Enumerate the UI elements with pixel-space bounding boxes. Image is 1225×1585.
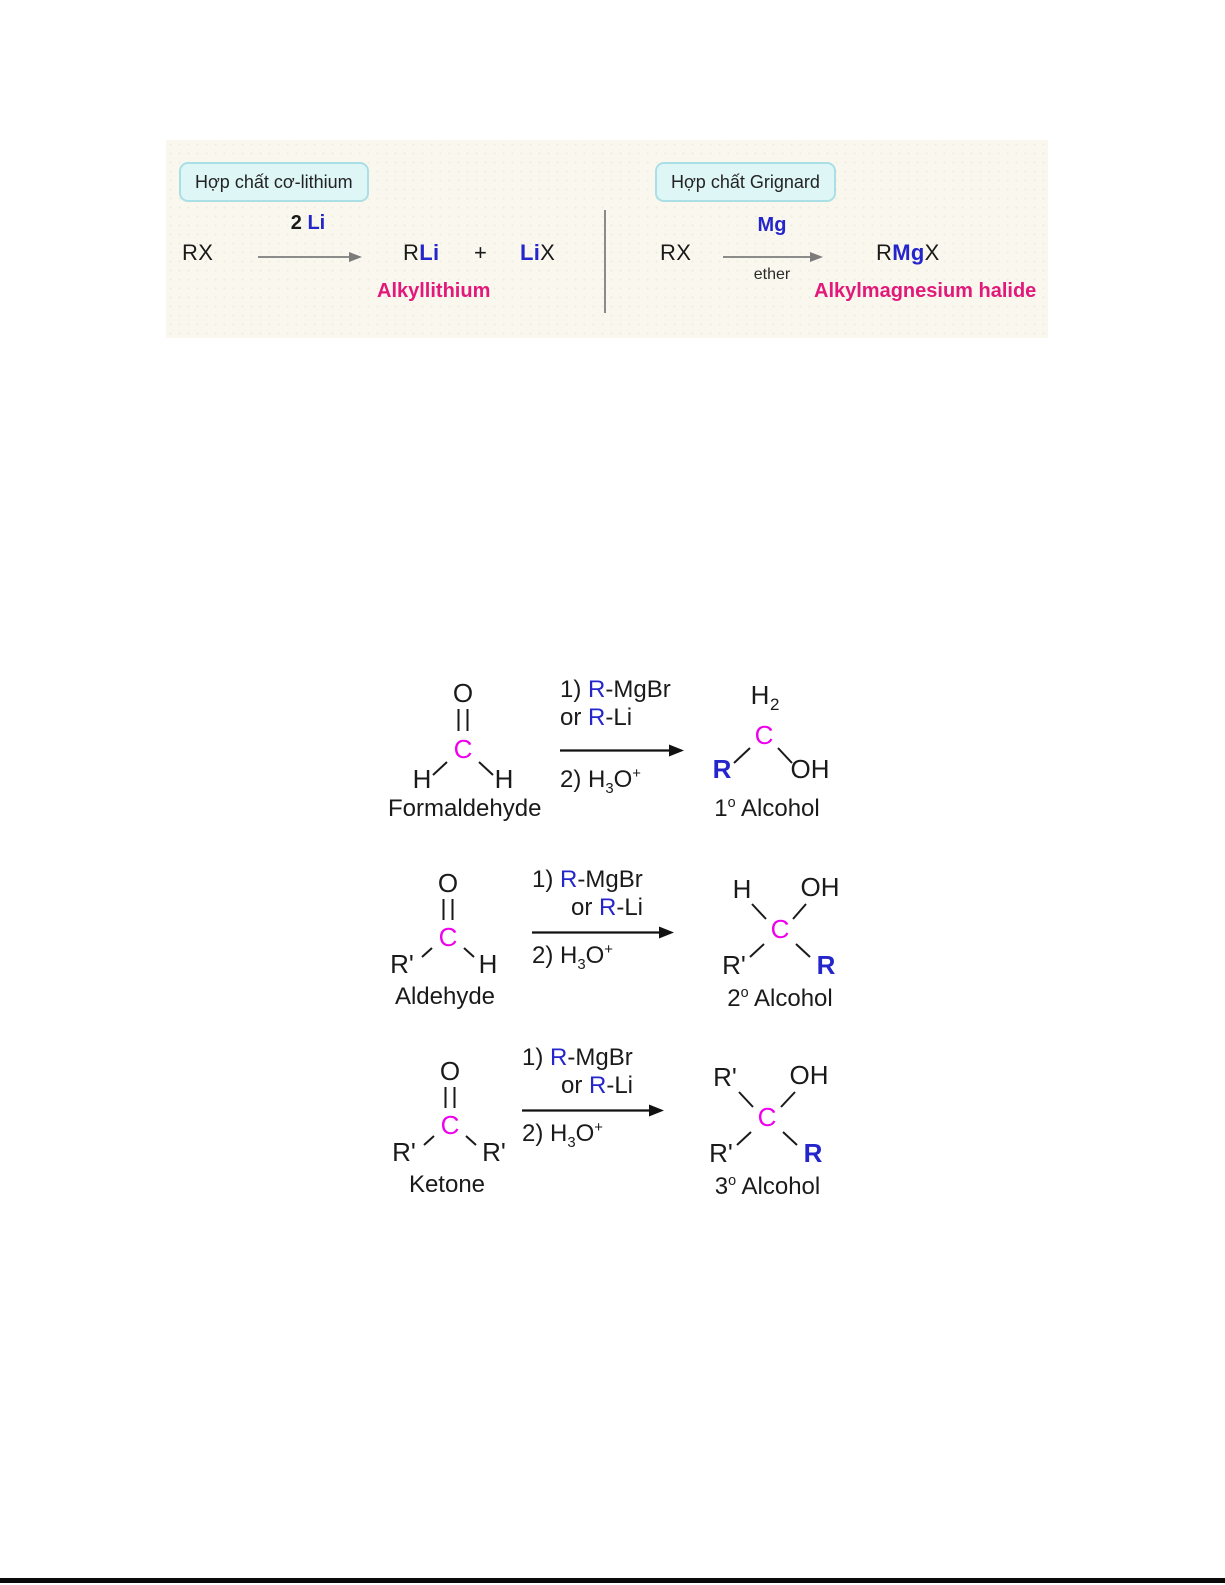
ordinal-2: 2: [727, 985, 741, 1012]
arrow-reagent-mg: Mg: [757, 214, 787, 236]
r-group: R: [712, 754, 732, 784]
step2-suffix: -Li: [616, 894, 644, 922]
bottom-border: [0, 1578, 1225, 1583]
r-prime-group: R': [722, 950, 746, 980]
scheme2-arrow: [532, 925, 674, 940]
step3-line: [522, 1120, 702, 1152]
reactant-rx-right: [660, 240, 691, 266]
li-text2: Li: [520, 240, 541, 265]
plus-sign: +: [474, 240, 488, 265]
label-grignard: Hợp chất Grignard: [655, 162, 836, 202]
step1-r: R: [550, 1044, 568, 1071]
ketone-structure: [372, 1056, 522, 1199]
solvent-ether: ether: [753, 266, 791, 283]
step3-plus: +: [594, 1119, 603, 1136]
ordinal-3: 3: [714, 1173, 729, 1200]
formaldehyde-skeleton: [398, 678, 528, 790]
caption-alkylmagnesium-halide: Alkylmagnesium halide: [814, 280, 1037, 302]
step2-r: R: [599, 894, 617, 922]
ketone-label: Ketone: [408, 1171, 486, 1198]
step3-prefix: 2) H: [532, 941, 578, 969]
step2-prefix: or: [560, 704, 589, 732]
r-text: R: [403, 240, 420, 265]
hydroxyl-group: OH: [800, 872, 840, 902]
mg-text: Mg: [892, 240, 925, 265]
step3-plus: +: [604, 941, 613, 958]
step3-plus: +: [632, 765, 641, 782]
step3-prefix: 2) H: [522, 1119, 568, 1147]
step1-suffix: -MgBr: [577, 866, 643, 893]
oxygen-atom: O: [439, 1056, 461, 1086]
arrow-reagent-2li: [248, 212, 368, 235]
central-carbon: C: [757, 1102, 777, 1132]
left-h-atom: H: [412, 764, 432, 790]
right-r-prime: R': [482, 1137, 506, 1166]
reactant-rx-left: [182, 240, 213, 266]
step1-r: R: [588, 676, 606, 703]
ordinal-1: 1: [714, 795, 728, 822]
central-carbon: C: [770, 914, 790, 944]
step1-suffix: -MgBr: [567, 1044, 633, 1071]
reaction-arrow-left: [258, 250, 362, 264]
primary-alcohol-label: [692, 795, 842, 823]
step2-line: [522, 1072, 672, 1100]
carbonyl-carbon: C: [453, 734, 473, 764]
scheme1-arrow: [560, 743, 684, 758]
x-text-right: X: [924, 240, 940, 265]
step2-prefix: or: [570, 894, 599, 922]
degree-sign: o: [728, 1173, 737, 1189]
h2-subscript: 2: [770, 695, 780, 714]
hydroxyl-group: OH: [790, 754, 830, 784]
right-h-atom: H: [494, 764, 514, 790]
step1-prefix: 1): [532, 866, 561, 893]
conditions-scheme2: [532, 866, 707, 974]
tertiary-alcohol-skeleton: [685, 1056, 850, 1168]
coefficient-2: 2: [290, 212, 308, 234]
lithium-symbol: Li: [307, 212, 326, 234]
aldehyde-skeleton: [380, 868, 510, 978]
primary-alcohol-skeleton: [692, 678, 842, 790]
conditions-scheme3: [522, 1044, 702, 1152]
caption-alkyllithium: Alkyllithium: [377, 280, 491, 302]
formaldehyde-label: Formaldehyde: [388, 795, 542, 822]
step2-r: R: [588, 704, 606, 732]
top-left-r-prime: R': [713, 1062, 737, 1092]
step1-line: [522, 1044, 702, 1072]
alcohol-word: Alcohol: [741, 1173, 821, 1200]
step1-r: R: [560, 866, 578, 893]
organometallic-panel: [166, 140, 1048, 338]
step2-suffix: -Li: [605, 704, 633, 732]
left-r-prime: R': [392, 1137, 416, 1166]
tertiary-alcohol-structure: [685, 1056, 850, 1201]
step3-o: O: [585, 941, 605, 969]
step1-line: [532, 866, 707, 894]
step3-o: O: [575, 1119, 595, 1147]
oxygen-atom: O: [452, 678, 474, 708]
r-group: R: [803, 1138, 823, 1168]
step3-subscript: 3: [567, 1134, 576, 1151]
oxygen-atom: O: [437, 868, 459, 898]
step1-prefix: 1): [560, 676, 589, 703]
reaction-arrow-right: [723, 250, 823, 264]
product-rli: [403, 240, 439, 266]
h-atom: H: [478, 949, 498, 978]
degree-sign: o: [740, 985, 749, 1001]
aldehyde-label: Aldehyde: [394, 983, 496, 1010]
tertiary-alcohol-label: [685, 1173, 850, 1201]
scheme3-arrow: [522, 1103, 664, 1118]
h2-atom: H: [750, 680, 770, 710]
step3-o: O: [613, 765, 633, 793]
degree-sign: o: [727, 795, 736, 811]
primary-alcohol-structure: [692, 678, 842, 823]
bottom-left-r-prime: R': [709, 1138, 733, 1168]
secondary-alcohol-skeleton: [700, 868, 860, 980]
step2-prefix: or: [560, 1072, 589, 1100]
step1-suffix: -MgBr: [605, 676, 671, 703]
step3-subscript: 3: [605, 780, 614, 797]
rx-text-right: RX: [660, 240, 692, 265]
carbonyl-carbon: C: [438, 922, 458, 952]
step3-prefix: 2) H: [560, 765, 606, 793]
x-text: X: [540, 240, 556, 265]
hydroxyl-group: OH: [789, 1060, 829, 1090]
secondary-alcohol-label: [700, 985, 860, 1013]
r-group: R: [816, 950, 836, 980]
label-organolithium: Hợp chất cơ-lithium: [179, 162, 369, 202]
step2-suffix: -Li: [606, 1072, 634, 1100]
step2-r: R: [589, 1072, 607, 1100]
ketone-skeleton: [382, 1056, 512, 1166]
step3-line: [532, 942, 707, 974]
r-text-right: R: [876, 240, 893, 265]
central-carbon: C: [754, 720, 774, 750]
panel-divider: [604, 210, 606, 313]
top-left-h: H: [732, 874, 752, 904]
step2-line: [532, 894, 682, 922]
secondary-alcohol-structure: [700, 868, 860, 1013]
carbonyl-carbon: C: [440, 1110, 460, 1140]
r-prime-group: R': [390, 949, 414, 978]
step1-prefix: 1): [522, 1044, 551, 1071]
alcohol-word: Alcohol: [754, 985, 833, 1012]
product-rmgx: [876, 240, 940, 266]
formaldehyde-structure: [388, 678, 542, 823]
aldehyde-structure: [370, 868, 520, 1011]
product-lix: [520, 240, 555, 266]
li-text: Li: [419, 240, 440, 265]
alcohol-word: Alcohol: [741, 795, 820, 822]
step3-subscript: 3: [577, 956, 586, 973]
rx-text: RX: [182, 240, 214, 265]
